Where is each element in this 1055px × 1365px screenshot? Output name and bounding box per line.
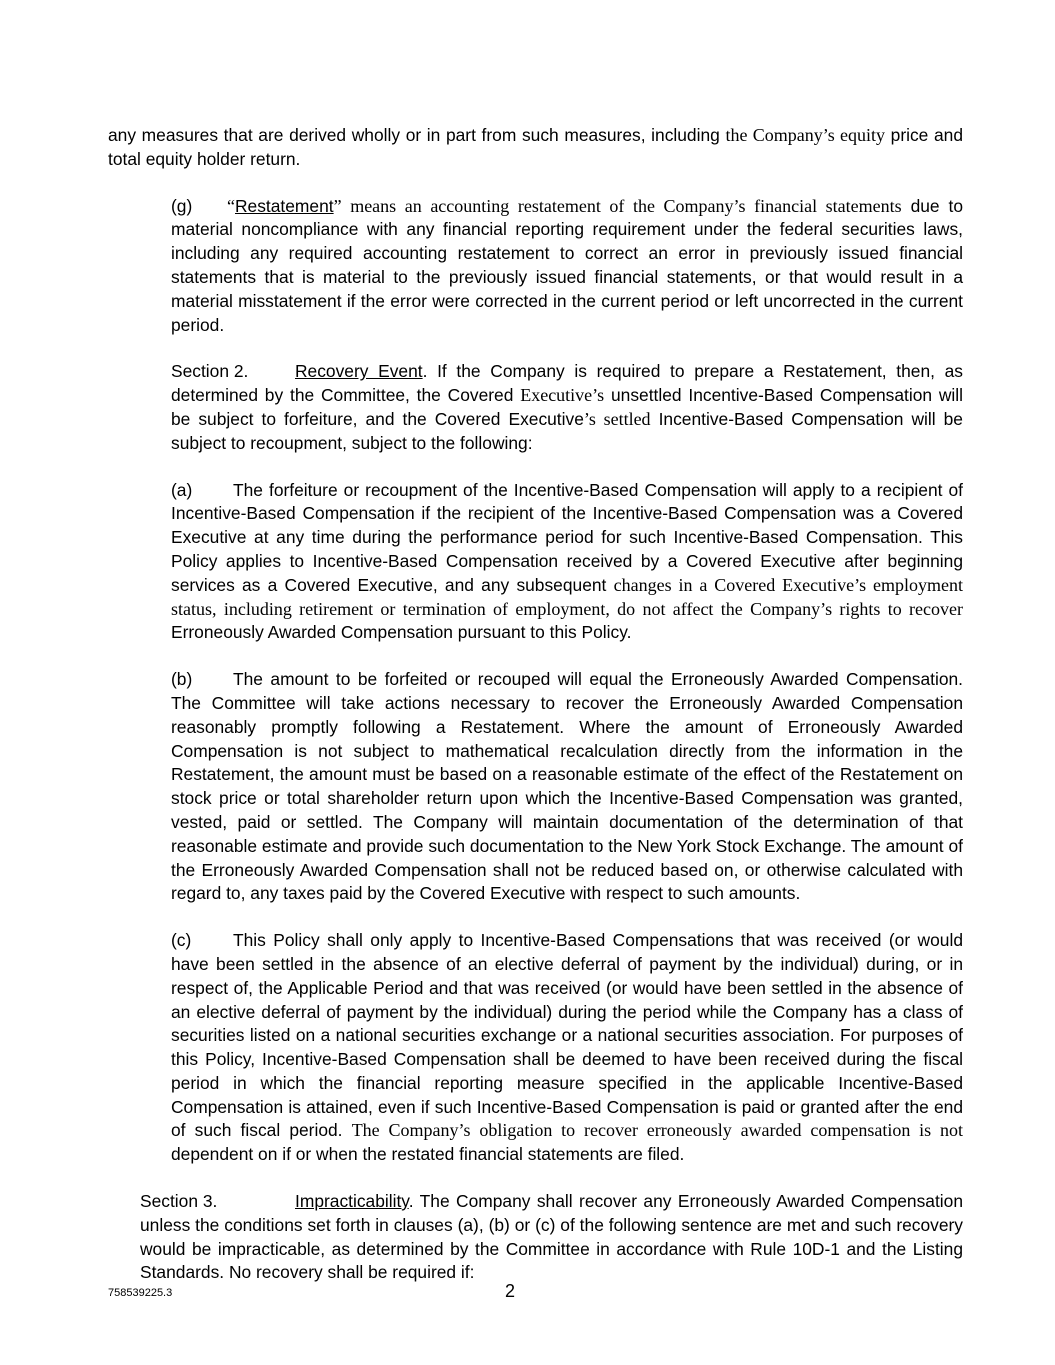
section-2-clause-c: (c) This Policy shall only apply to Incentive-Based Compensations that was received (or would have been settled in the absence of an elective deferral of payment by the individual) during, or in respect of, the Applicable Period and that was received (or would have been settled in the absence of an elective deferral of payment by the individual) during the period while the Company has a class of securities listed on a national securities exchange or a national securities association. For purposes of this Policy, Incentive-Based Compensation shall be deemed to have been received during the fiscal period in which the financial reporting measure specified in the applicable Incentive-Based Compensation is attained, even if such Incentive-Based Compensation is paid or granted after the end of such fiscal period. The Company’s obligation to recover erroneously awarded compensation is not dependent on if or when the restated financial statements are filed. — [171, 930, 963, 1165]
section-3-paragraph: Section 3. Impracticability. The Company shall recover any Erroneously Awarded Compensation unless the conditions set forth in clauses (a), (b) or (c) of the following sentence are met and such recovery would be impracticable, as determined by the Committee in accordance with Rule 10D-1 and the Listing Standards. No recovery shall be required if: — [140, 1191, 963, 1283]
section-heading: Impracticability — [295, 1191, 409, 1212]
section-2-paragraph: Section 2. Recovery Event. If the Company is required to prepare a Restatement, then, as determined by the Committee, the Covered Executive’s unsettled Incentive-Based Compensation will be subject to forfeiture, and the Covered Executive’s settled Incentive-Based Compensation will be subject to recoupment, subject to the following: — [171, 361, 963, 453]
page-number: 2 — [505, 1281, 516, 1301]
clause-label: (b) — [171, 669, 193, 690]
paragraph-continuation: any measures that are derived wholly or in part from such measures, including the Company’s equity price and total equity holder return. — [108, 125, 964, 169]
section-2-clause-a: (a) The forfeiture or recoupment of the Incentive-Based Compensation will apply to a recipient of Incentive-Based Compensation if the recipient of the Incentive-Based Compensation was a Covered Executive at any time during the performance period for such Incentive-Based Compensation. This Policy applies to Incentive-Based Compensation received by a Covered Executive after beginning services as a Covered Executive, and any subsequent changes in a Covered Executive’s employment status, including retirement or termination of employment, do not affect the Company’s rights to recover Erroneously Awarded Compensation pursuant to this Policy. — [171, 479, 963, 643]
section-label: Section 2. — [171, 361, 249, 382]
definition-restatement: (g) “Restatement” means an accounting restatement of the Company’s financial statements due to material noncompliance with any financial reporting requirement under the federal securities laws, including any required accounting restatement to correct an error in previously issued financial statements that is material to the previously issued financial statements, or that would result in a material misstatement if the error were corrected in the current period or left uncorrected in the current period. — [171, 195, 963, 335]
document-page — [108, 124, 963, 1285]
document-id: 758539225.3 — [108, 1287, 173, 1299]
clause-label: (g) — [171, 195, 193, 216]
section-label: Section 3. — [140, 1191, 218, 1212]
clause-label: (c) — [171, 930, 192, 951]
section-2-clause-b: (b) The amount to be forfeited or recouped will equal the Erroneously Awarded Compensation. The Committee will take actions necessary to recover the Erroneously Awarded Compensation reasonably promptly following a Restatement. Where the amount of Erroneously Awarded Compensation is not subject to mathematical recalculation directly from the information in the Restatement, the amount must be based on a reasonable estimate of the effect of the Restatement on stock price or total shareholder return upon which the Incentive-Based Compensation was granted, vested, paid or settled. The Company will maintain documentation of the determination of that reasonable estimate and provide such documentation to the New York Stock Exchange. The amount of the Erroneously Awarded Compensation shall not be reduced based on, or otherwise calculated with regard to, any taxes paid by the Covered Executive with respect to such amounts. — [171, 669, 963, 904]
section-heading: Recovery Event — [295, 361, 423, 382]
defined-term: Restatement — [235, 195, 334, 216]
clause-label: (a) — [171, 479, 193, 500]
